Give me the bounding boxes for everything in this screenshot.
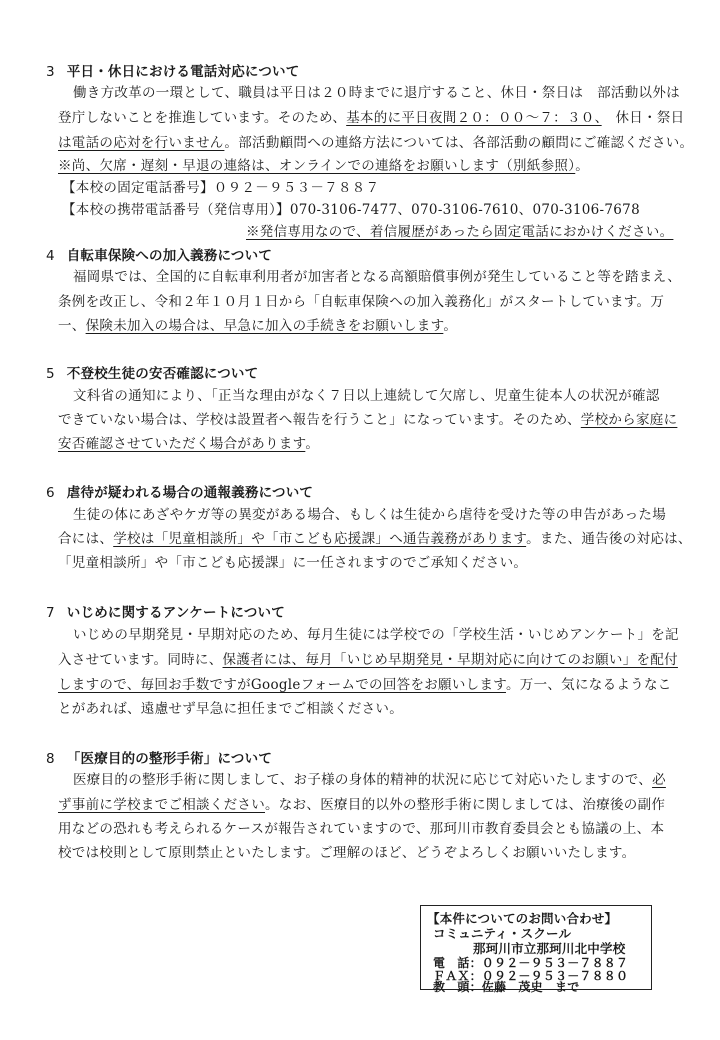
- text-line: ず事前に学校までご相談ください。なお、医療目的以外の整形手術に関しましては、治療後の副作: [58, 797, 666, 813]
- section-3-heading: [46, 60, 299, 80]
- contact-heading: 【本件についてのお問い合わせ】: [427, 911, 618, 926]
- text-line: とがあれば、遠慮せず早急に担任までご相談ください。: [58, 701, 403, 717]
- text-line: 【本校の固定電話番号】０９２－９５３－７８８７: [62, 180, 380, 196]
- section-title: 虐待が疑われる場合の通報義務について: [66, 485, 314, 501]
- text-line: 「児童相談所」や「市こども応援課」に一任されますのでご承知ください。: [58, 555, 528, 571]
- section-number: 4: [46, 248, 55, 264]
- contact-school: 那珂川市立那珂川北中学校: [473, 941, 626, 956]
- section-7-heading: [46, 601, 285, 621]
- text-line: 安否確認させていただく場合があります。: [58, 436, 320, 452]
- text-line: 生徒の体にあざやケガ等の異変がある場合、もしくは生徒から虐待を受けた等の申告があった場: [73, 507, 666, 523]
- text-line: 一、保険未加入の場合は、早急に加入の手続きをお願いします。: [58, 318, 458, 334]
- text-line: 用などの恐れも考えられるケースが報告されていますので、那珂川市教育委員会とも協議の上、本: [58, 821, 665, 837]
- text-line: ※尚、欠席・遅刻・早退の連絡は、オンラインでの連絡をお願いします（別紙参照）。: [58, 158, 590, 174]
- contact-box: [420, 905, 652, 994]
- section-title: 不登校生徒の安否確認について: [66, 366, 259, 382]
- section-number: 6: [46, 485, 55, 501]
- text-line: 登庁しないことを推進しています。そのため、基本的に平日夜間２０：００～７：３０、 休日・祭日: [58, 110, 685, 126]
- contact-fax: ＦＡＸ：０９２－９５３－７８８０: [433, 969, 629, 983]
- section-5-heading: [46, 362, 258, 382]
- text-line: 医療目的の整形手術に関しまして、お子様の身体的精神的状況に応じて対応いたしますので、必: [73, 772, 666, 788]
- text-line: しますので、毎回お手数ですがGoogleフォームでの回答をお願いします。万一、気になるようなこ: [58, 677, 672, 693]
- text-line: 入させています。同時に、保護者には、毎月「いじめ早期発見・早期対応に向けてのお願い」を配付: [58, 652, 678, 668]
- contact-tel: 電 話：０９２－９５３－７８８７: [433, 956, 629, 970]
- contact-org: コミュニティ・スクール: [433, 926, 572, 941]
- section-number: 3: [46, 64, 55, 80]
- text-line: できていない場合は、学校は設置者へ報告を行うこと」になっています。そのため、学校から家庭に: [58, 412, 678, 428]
- text-line: 合には、学校は「児童相談所」や「市こども応援課」へ通告義務があります。また、通告後の対応は、: [58, 531, 692, 547]
- text-line: いじめの早期発見・早期対応のため、毎月生徒には学校での「学校生活・いじめアンケート」を記: [73, 627, 679, 643]
- contact-person: 教 頭：佐藤 茂史 まで: [433, 980, 580, 994]
- text-line: 【本校の携帯電話番号（発信専用）】070-3106-7477、070-3106-7610、070-3106-7678: [62, 202, 640, 218]
- section-4-heading: [46, 244, 272, 264]
- text-line: 条例を改正し、令和２年１０月１日から「自転車保険への加入義務化」がスタートしています。万: [58, 294, 665, 310]
- section-title: 「医療目的の整形手術」について: [66, 751, 273, 767]
- section-number: 5: [46, 366, 55, 382]
- section-number: 7: [46, 605, 55, 621]
- section-title: 平日・休日における電話対応について: [66, 64, 300, 80]
- section-title: 自転車保険への加入義務について: [66, 248, 273, 264]
- section-8-heading: [46, 747, 272, 767]
- text-line: ※発信専用なので、着信履歴があったら固定電話におかけください。: [246, 224, 674, 240]
- text-line: 福岡県では、全国的に自転車利用者が加害者となる高額賠償事例が発生していること等を踏まえ、: [73, 269, 682, 285]
- text-line: 働き方改革の一環として、職員は平日は２０時までに退庁すること、休日・祭日は 部活動以外は: [73, 85, 680, 101]
- text-line: 校では校則として原則禁止といたします。ご理解のほど、どうぞよろしくお願いいたします。: [58, 845, 636, 861]
- section-title: いじめに関するアンケートについて: [66, 605, 285, 621]
- text-line: 文科省の通知により、「正当な理由がなく７日以上連続して欠席し、児童生徒本人の状況が確認: [73, 388, 660, 404]
- section-6-heading: [46, 481, 313, 501]
- text-line: は電話の応対を行いません。部活動顧問への連絡方法については、各部活動の顧問にご確認ください。: [58, 135, 694, 151]
- section-number: 8: [46, 751, 55, 767]
